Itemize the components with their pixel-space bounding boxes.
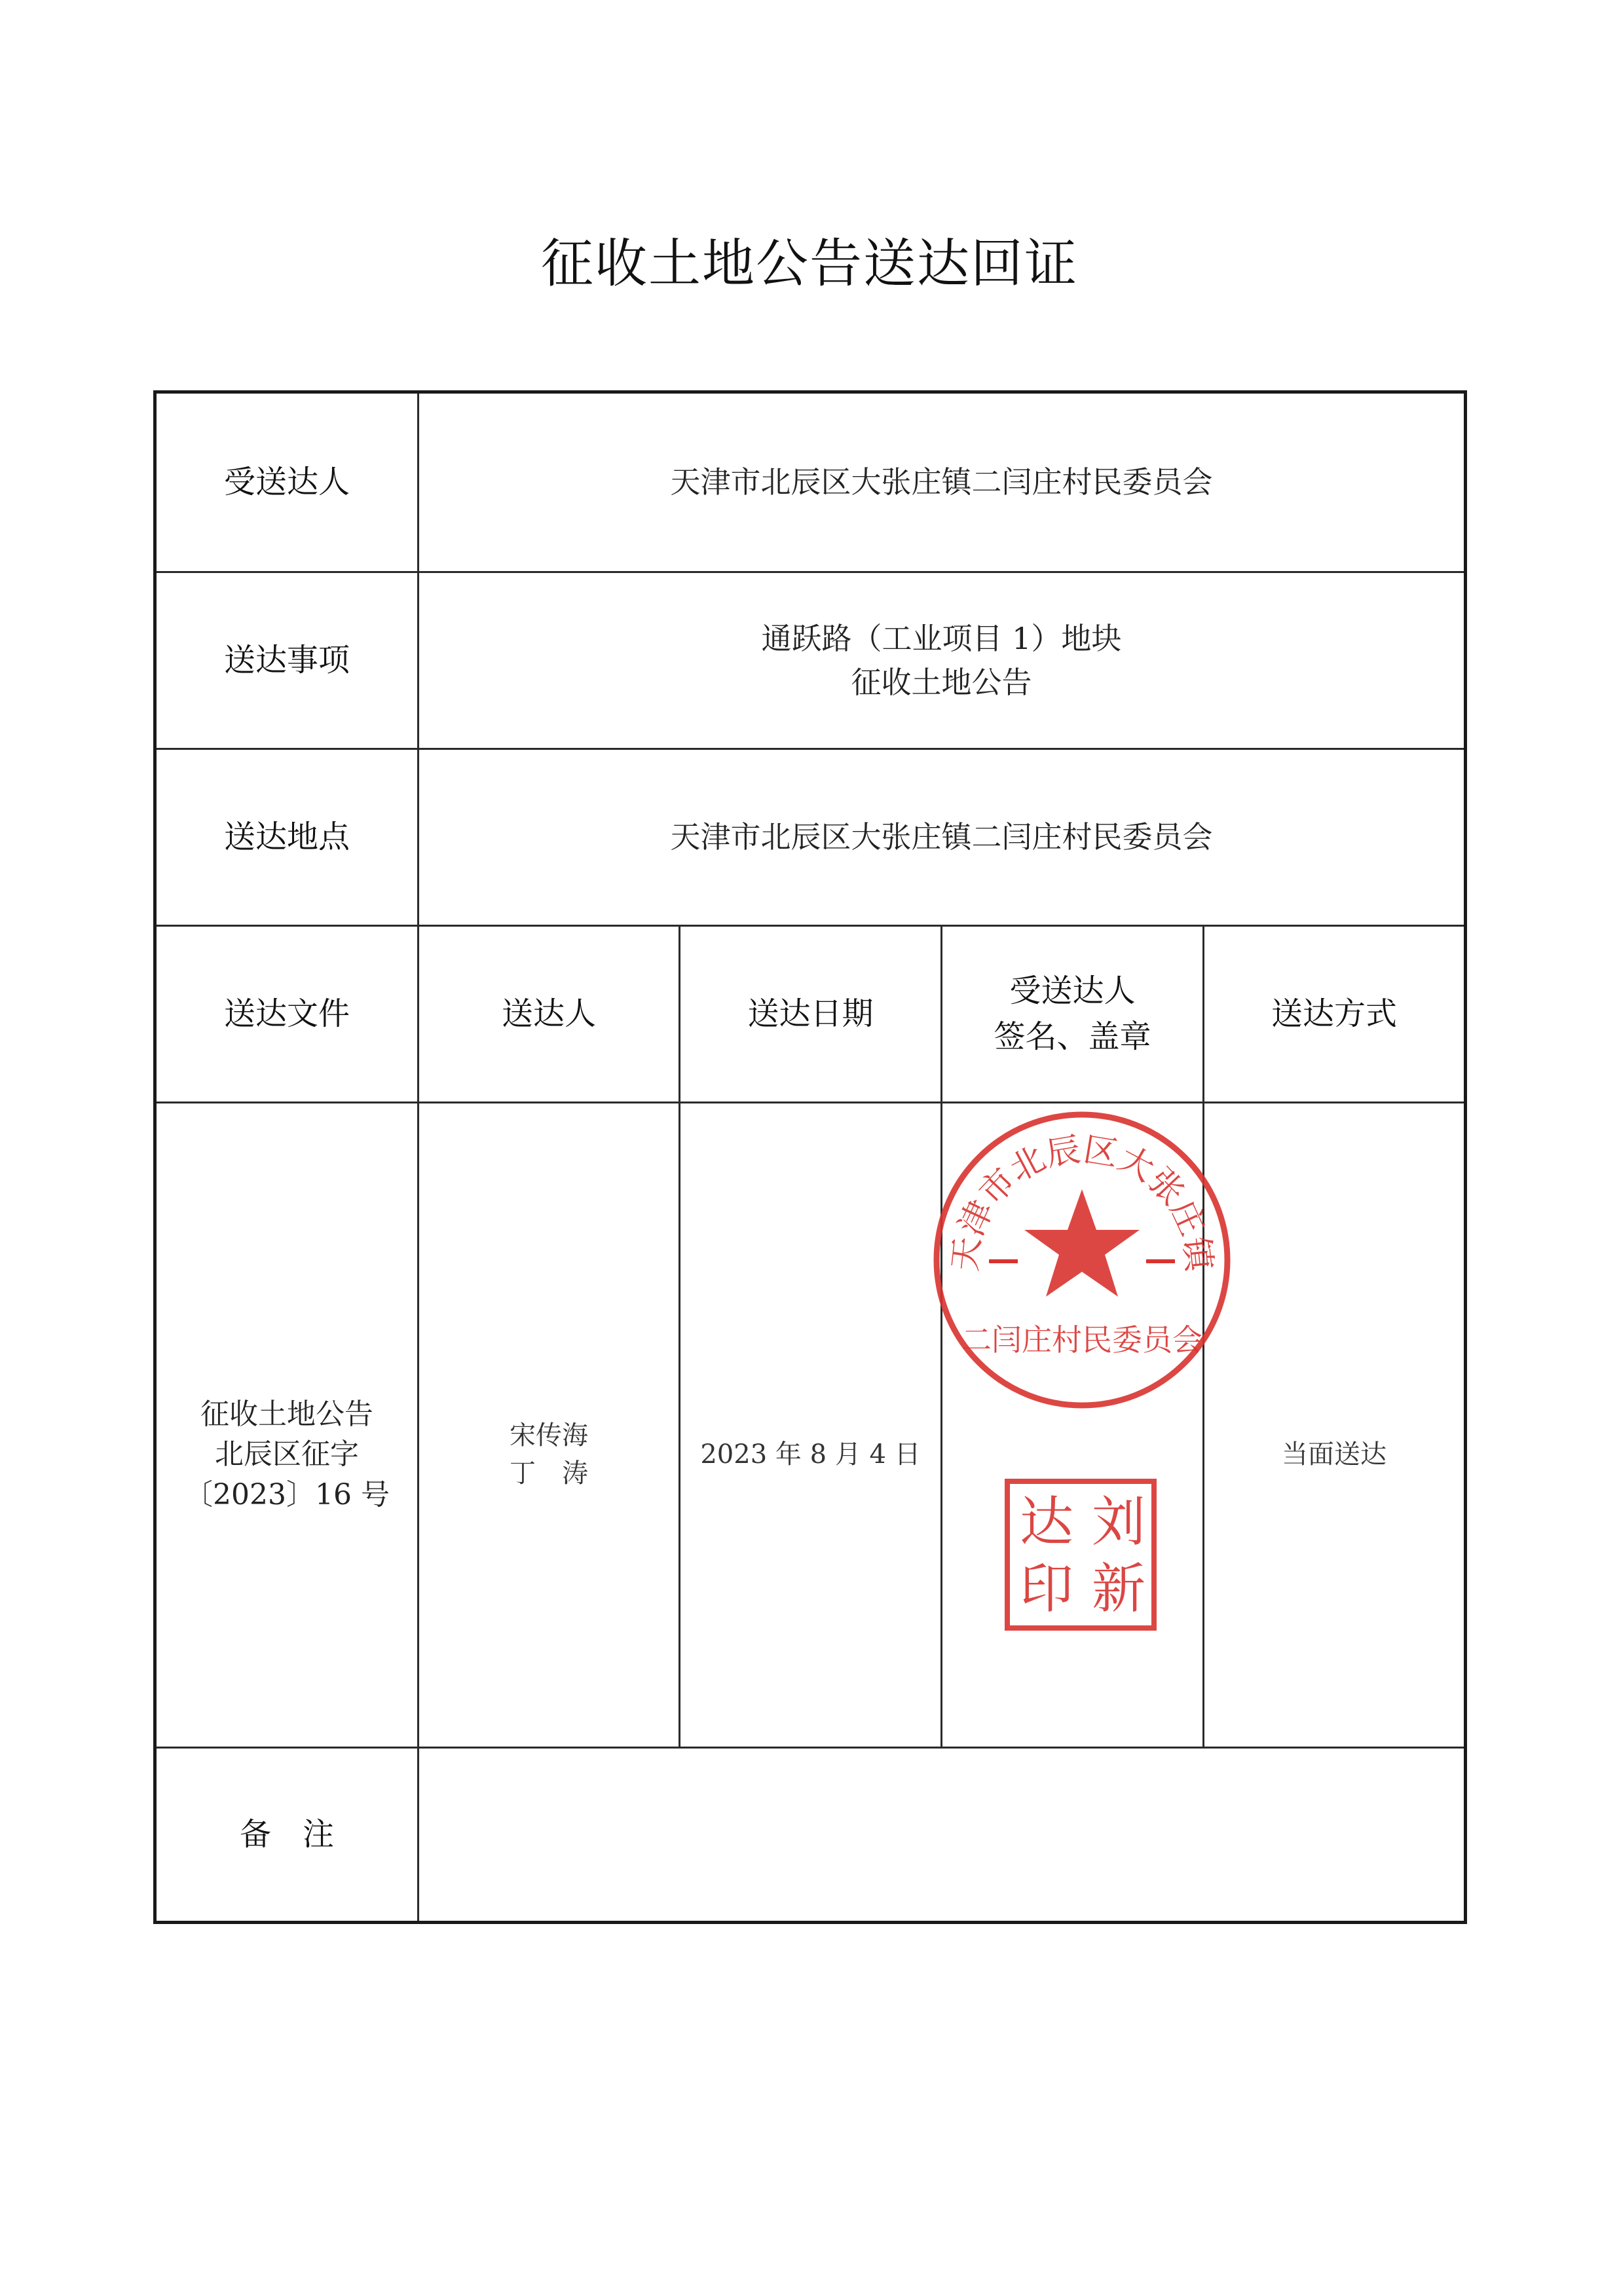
square-personal-seal <box>1002 1476 1159 1633</box>
place-label: 送达地点 <box>223 818 350 855</box>
star-icon <box>1024 1189 1140 1297</box>
signature-header-line: 签名、盖章 <box>994 1018 1151 1055</box>
server-column-header: 送达人 <box>501 995 596 1032</box>
document-column-header: 送达文件 <box>223 995 350 1032</box>
document-cell <box>157 1103 417 1747</box>
recipient-value: 天津市北辰区大张庄镇二闫庄村民委员会 <box>670 464 1213 500</box>
svg-text:刘: 刘 <box>1091 1491 1146 1553</box>
date-cell: 2023 年 8 月 4 日 <box>700 1439 921 1470</box>
server-name: 宋传海 <box>510 1420 588 1451</box>
svg-text:达: 达 <box>1019 1491 1074 1553</box>
remarks-label: 备 注 <box>239 1815 334 1853</box>
signature-header-line: 受送达人 <box>1009 972 1136 1009</box>
recipient-label: 受送达人 <box>223 463 350 500</box>
round-official-seal <box>929 1107 1235 1413</box>
svg-text:新: 新 <box>1091 1558 1146 1620</box>
delivery-receipt-table <box>153 390 1467 1924</box>
page-title: 征收土地公告送达回证 <box>541 233 1078 294</box>
seal-bottom-text: 二闫庄村民委员会 <box>961 1322 1202 1358</box>
seal-top-text: 天津市北辰区大张庄镇 <box>945 1130 1219 1274</box>
matter-value-line: 通跃路（工业项目 1）地块 <box>761 620 1122 656</box>
method-column-header: 送达方式 <box>1271 995 1397 1032</box>
document-line: 〔2023〕16 号 <box>184 1477 390 1511</box>
svg-text:印: 印 <box>1019 1558 1074 1620</box>
remarks-value <box>419 1749 1464 1921</box>
document-line: 征收土地公告 <box>200 1397 373 1431</box>
date-column-header: 送达日期 <box>747 995 874 1032</box>
signature-column-header <box>942 927 1202 1102</box>
matter-value <box>419 573 1464 748</box>
matter-label: 送达事项 <box>223 641 350 678</box>
matter-value-line: 征收土地公告 <box>851 664 1032 700</box>
server-cell <box>419 1103 679 1747</box>
server-name: 丁 涛 <box>510 1458 588 1489</box>
method-cell: 当面送达 <box>1282 1439 1386 1470</box>
place-value: 天津市北辰区大张庄镇二闫庄村民委员会 <box>670 819 1213 855</box>
document-line: 北辰区征字 <box>214 1437 359 1472</box>
